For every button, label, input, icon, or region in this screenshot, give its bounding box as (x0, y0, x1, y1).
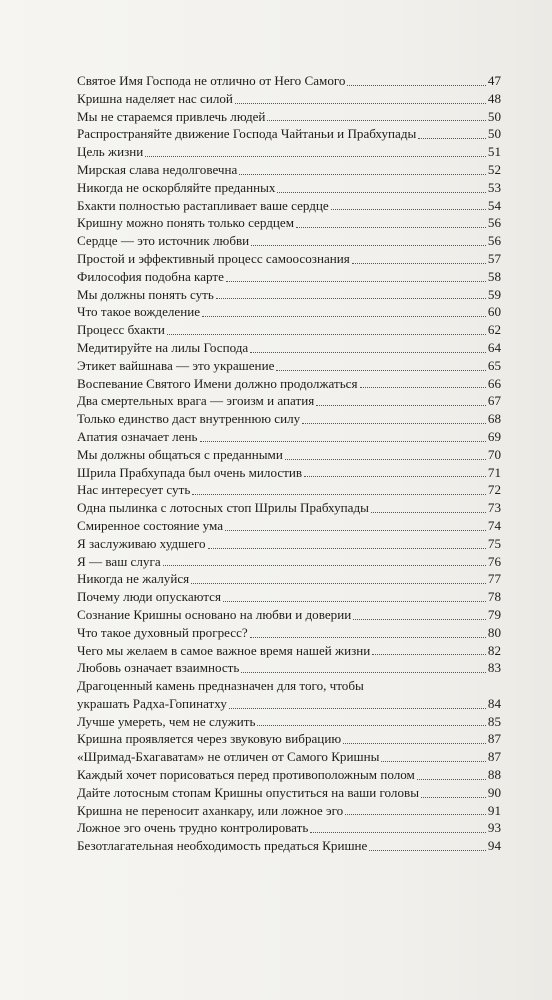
dot-leader (239, 174, 486, 175)
toc-entry-title: Любовь означает взаимность (77, 660, 240, 676)
toc-entry (77, 143, 501, 161)
dot-leader (229, 708, 486, 709)
toc-entry (77, 730, 501, 748)
toc-entry-page-number: 66 (487, 375, 501, 391)
toc-entry-title: Одна пылинка с лотосных стоп Шрилы Прабхупады (77, 500, 369, 516)
toc-entry (77, 464, 501, 482)
toc-entry-title: Мы должны общаться с преданными (77, 446, 283, 462)
toc-entry-title: Философия подобна карте (77, 268, 224, 284)
toc-entry (77, 303, 501, 321)
toc-entry (77, 624, 501, 642)
toc-entry-page-number: 51 (487, 144, 501, 160)
toc-entry (77, 197, 501, 215)
dot-leader (241, 672, 486, 673)
toc-entry-page-number: 82 (487, 642, 501, 658)
toc-entry (77, 570, 501, 588)
toc-entry-page-number: 56 (487, 233, 501, 249)
dot-leader (331, 209, 486, 210)
toc-entry-title: Апатия означает лень (77, 428, 198, 444)
dot-leader (418, 138, 486, 139)
toc-entry-title: Медитируйте на лилы Господа (77, 339, 249, 355)
dot-leader (347, 85, 485, 86)
toc-entry (77, 659, 501, 677)
toc-entry (77, 784, 501, 802)
toc-entry (77, 214, 501, 232)
toc-entry (77, 72, 501, 90)
toc-entry-title: Дайте лотосным стопам Кришны опуститься на ваши головы (77, 784, 419, 800)
toc-entry-page-number: 94 (487, 838, 501, 854)
toc-entry-title: Кришну можно понять только сердцем (77, 215, 294, 231)
toc-entry (77, 766, 501, 784)
toc-entry-page-number: 48 (487, 90, 501, 106)
toc-entry (77, 748, 501, 766)
toc-entry (77, 606, 501, 624)
toc-entry (77, 481, 501, 499)
toc-entry-page-number: 85 (487, 713, 501, 729)
toc-entry-title: Кришна не переносит аханкару, или ложное эго (77, 802, 344, 818)
dot-leader (145, 156, 486, 157)
toc-entry-title: Мы не стараемся привлечь людей (77, 108, 266, 124)
toc-entry (77, 179, 501, 197)
dot-leader (276, 370, 486, 371)
toc-entry (77, 250, 501, 268)
toc-entry (77, 553, 501, 571)
toc-entry-page-number: 67 (487, 393, 501, 409)
toc-entry-title: Сердце — это источник любви (77, 233, 250, 249)
toc-entry-title: Чего мы желаем в самое важное время нашей жизни (77, 642, 371, 658)
toc-entry (77, 161, 501, 179)
dot-leader (223, 601, 486, 602)
toc-entry (77, 535, 501, 553)
toc-entry-title: Мирская слава недолговечна (77, 161, 238, 177)
toc-entry-title: Процесс бхакти (77, 322, 165, 338)
toc-entry-title: Что такое вожделение (77, 304, 201, 320)
dot-leader (352, 263, 486, 264)
dot-leader (163, 565, 486, 566)
toc-entry (77, 232, 501, 250)
toc-entry (77, 837, 501, 855)
toc-entry-title: Только единство даст внутреннюю силу (77, 411, 301, 427)
toc-entry-title: Никогда не жалуйся (77, 571, 190, 587)
toc-entry (77, 268, 501, 286)
toc-entry-page-number: 87 (487, 749, 501, 765)
toc-entry-page-number: 77 (487, 571, 501, 587)
toc-entry-page-number: 91 (487, 802, 501, 818)
toc-entry-page-number: 68 (487, 411, 501, 427)
toc-entry-page-number: 83 (487, 660, 501, 676)
dot-leader (417, 779, 486, 780)
toc-entry (77, 819, 501, 837)
dot-leader (277, 192, 485, 193)
dot-leader (200, 441, 486, 442)
dot-leader (257, 725, 485, 726)
toc-entry (77, 125, 501, 143)
toc-entry (77, 713, 501, 731)
dot-leader (250, 352, 486, 353)
toc-entry (77, 375, 501, 393)
toc-entry-title: Почему люди опускаются (77, 589, 221, 605)
toc-entry-title: Никогда не оскорбляйте преданных (77, 179, 276, 195)
dot-leader (343, 743, 486, 744)
toc-entry (77, 339, 501, 357)
toc-entry-title: украшать Радха-Гопинатху (77, 695, 227, 711)
table-of-contents (77, 72, 501, 855)
toc-entry-title: Лучше умереть, чем не служить (77, 713, 256, 729)
toc-entry-page-number: 79 (487, 606, 501, 622)
toc-entry-page-number: 74 (487, 517, 501, 533)
toc-entry (77, 108, 501, 126)
toc-entry-page-number: 60 (487, 304, 501, 320)
dot-leader (360, 387, 486, 388)
dot-leader (225, 530, 486, 531)
toc-entry-title: Я заслуживаю худшего (77, 535, 206, 551)
dot-leader (381, 761, 486, 762)
dot-leader (310, 832, 486, 833)
dot-leader (167, 334, 486, 335)
toc-entry-title: Нас интересует суть (77, 482, 191, 498)
toc-entry-page-number: 93 (487, 820, 501, 836)
toc-entry (77, 286, 501, 304)
dot-leader (216, 298, 486, 299)
dot-leader (369, 850, 486, 851)
toc-entry-title: Простой и эффективный процесс самоосознания (77, 250, 350, 266)
toc-entry (77, 357, 501, 375)
toc-entry-page-number: 64 (487, 339, 501, 355)
dot-leader (421, 797, 486, 798)
toc-entry-title: Цель жизни (77, 144, 144, 160)
dot-leader (251, 245, 486, 246)
dot-leader (191, 583, 486, 584)
toc-entry-page-number: 58 (487, 268, 501, 284)
dot-leader (371, 512, 486, 513)
toc-entry-page-number: 54 (487, 197, 501, 213)
dot-leader (192, 494, 486, 495)
toc-entry-page-number: 73 (487, 500, 501, 516)
toc-entry-title: Кришна наделяет нас силой (77, 90, 233, 106)
toc-entry (77, 802, 501, 820)
dot-leader (267, 120, 485, 121)
dot-leader (372, 654, 486, 655)
toc-entry-page-number: 62 (487, 322, 501, 338)
toc-entry-title: Сознание Кришны основано на любви и доверии (77, 606, 352, 622)
toc-entry (77, 321, 501, 339)
toc-entry-page-number: 53 (487, 179, 501, 195)
toc-entry (77, 90, 501, 108)
toc-entry (77, 410, 501, 428)
toc-entry-title: Я — ваш слуга (77, 553, 161, 569)
toc-entry-page-number: 78 (487, 589, 501, 605)
toc-entry-title: Распространяйте движение Господа Чайтаньи и Прабхупады (77, 126, 417, 142)
dot-leader (235, 103, 486, 104)
dot-leader (296, 227, 486, 228)
toc-entry-page-number: 87 (487, 731, 501, 747)
toc-entry-page-number: 65 (487, 357, 501, 373)
toc-entry (77, 499, 501, 517)
toc-entry-title: Ложное эго очень трудно контролировать (77, 820, 309, 836)
toc-entry-page-number: 70 (487, 446, 501, 462)
toc-entry (77, 677, 501, 713)
toc-entry-page-number: 75 (487, 535, 501, 551)
dot-leader (353, 619, 486, 620)
dot-leader (302, 423, 486, 424)
toc-entry-page-number: 47 (487, 73, 501, 88)
toc-entry-title: Каждый хочет порисоваться перед противоположным полом (77, 767, 415, 783)
toc-entry-page-number: 90 (487, 784, 501, 800)
toc-entry-page-number: 52 (487, 161, 501, 177)
toc-entry-title: Бхакти полностью растапливает ваше сердце (77, 197, 329, 213)
toc-entry-title: «Шримад-Бхагаватам» не отличен от Самого Кришны (77, 749, 380, 765)
toc-entry-page-number: 56 (487, 215, 501, 231)
toc-entry-page-number: 80 (487, 624, 501, 640)
toc-entry-page-number: 57 (487, 250, 501, 266)
toc-entry (77, 446, 501, 464)
toc-entry-title: Кришна проявляется через звуковую вибрацию (77, 731, 342, 747)
toc-entry-page-number: 50 (487, 126, 501, 142)
toc-entry (77, 517, 501, 535)
toc-entry (77, 588, 501, 606)
toc-entry (77, 428, 501, 446)
dot-leader (202, 316, 486, 317)
toc-entry-page-number: 72 (487, 482, 501, 498)
toc-entry-page-number: 50 (487, 108, 501, 124)
dot-leader (250, 637, 486, 638)
toc-entry-title: Этикет вайшнава — это украшение (77, 357, 275, 373)
toc-entry-page-number: 71 (487, 464, 501, 480)
toc-entry-title: Воспевание Святого Имени должно продолжаться (77, 375, 358, 391)
toc-entry-line2 (77, 695, 501, 713)
toc-entry (77, 392, 501, 410)
dot-leader (208, 548, 486, 549)
dot-leader (316, 405, 486, 406)
dot-leader (226, 281, 486, 282)
toc-entry-page-number: 59 (487, 286, 501, 302)
toc-entry (77, 642, 501, 660)
toc-entry-page-number: 84 (487, 695, 501, 711)
toc-entry-title-line1: Драгоценный камень предназначен для того, чтобы (77, 678, 364, 694)
toc-entry-page-number: 69 (487, 428, 501, 444)
toc-entry-title: Святое Имя Господа не отлично от Него Самого (77, 73, 346, 88)
toc-entry-title: Шрила Прабхупада был очень милостив (77, 464, 303, 480)
toc-entry-page-number: 88 (487, 767, 501, 783)
toc-entry-title: Смиренное состояние ума (77, 517, 224, 533)
dot-leader (345, 814, 486, 815)
toc-entry-title: Что такое духовный прогресс? (77, 624, 248, 640)
toc-entry-title: Два смертельных врага — эгоизм и апатия (77, 393, 315, 409)
toc-entry-title: Безотлагательная необходимость предаться Кришне (77, 838, 368, 854)
toc-entry-title: Мы должны понять суть (77, 286, 214, 302)
dot-leader (304, 476, 486, 477)
toc-entry-page-number: 76 (487, 553, 501, 569)
dot-leader (285, 459, 486, 460)
